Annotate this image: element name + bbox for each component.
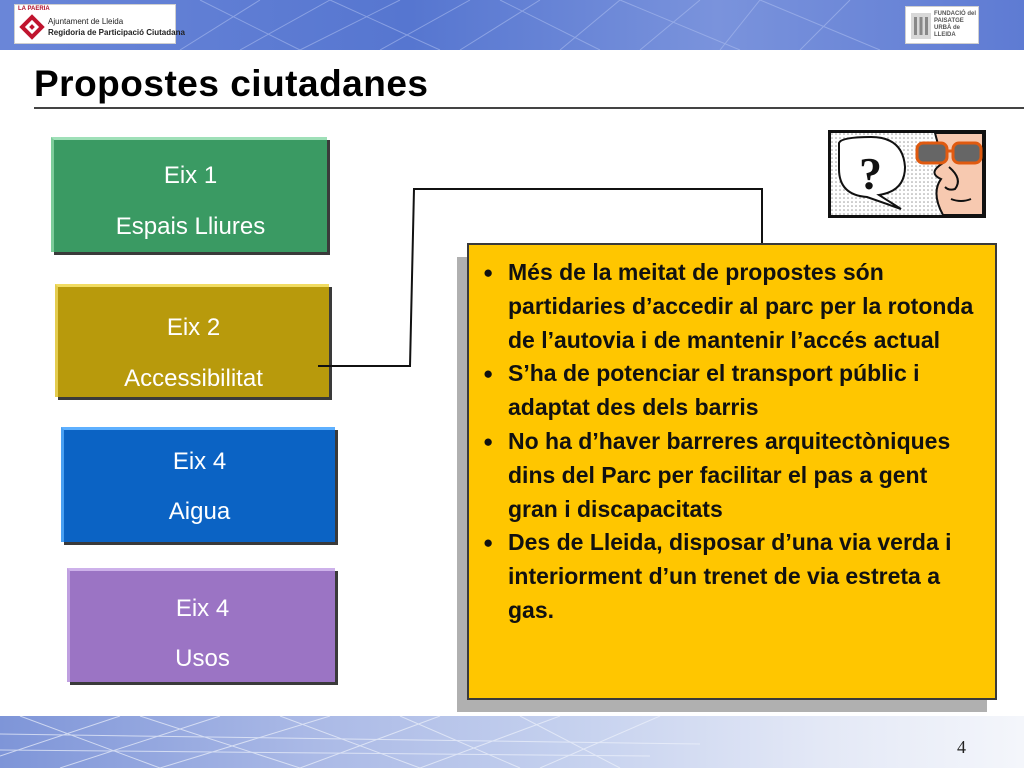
fundacio-line: FUNDACIÓ del bbox=[934, 11, 976, 17]
axis-number: Eix 1 bbox=[163, 162, 218, 189]
axis-name: Accessibilitat bbox=[124, 365, 263, 392]
list-item-text: S’ha de potenciar el transport públic i adaptat des dels barris bbox=[508, 360, 920, 421]
bullet-icon: ● bbox=[483, 263, 494, 282]
list-item bbox=[483, 357, 981, 425]
list-item-text: No ha d’haver barreres arquitectòniques dins del Parc per facilitar el pas a gent gran i discapacitats bbox=[508, 427, 951, 522]
list-item bbox=[483, 256, 981, 357]
proposal-list bbox=[483, 256, 981, 628]
page-number: 4 bbox=[957, 737, 966, 757]
cartoon-drawing bbox=[831, 133, 983, 215]
footer-pattern bbox=[0, 716, 1024, 768]
question-mark: ? bbox=[859, 148, 882, 199]
list-item-text: Més de la meitat de propostes són partidaries d’accedir al parc per la rotonda de l’autovia i de mantenir l’accés actual bbox=[508, 259, 974, 353]
fundacio-line: URBÀ de bbox=[934, 25, 961, 31]
axis-name: Usos bbox=[175, 645, 230, 672]
bullet-icon: ● bbox=[483, 364, 494, 384]
axis-name: Aigua bbox=[168, 498, 231, 525]
axis-number: Eix 2 bbox=[166, 314, 221, 341]
bullet-icon: ● bbox=[483, 431, 494, 451]
fundacio-line: PAISATGE bbox=[934, 18, 964, 24]
logo-tag: LA PAERIA bbox=[18, 6, 50, 12]
question-face-icon bbox=[828, 130, 986, 218]
logo-line-2: Regidoria de Participació Ciutadana bbox=[48, 28, 185, 37]
callout-panel bbox=[467, 243, 997, 700]
list-item bbox=[483, 425, 981, 526]
list-item bbox=[483, 526, 981, 627]
bullet-icon: ● bbox=[483, 533, 494, 553]
axis-number: Eix 4 bbox=[175, 595, 230, 622]
axis-number: Eix 4 bbox=[172, 448, 227, 475]
logo-line-1: Ajuntament de Lleida bbox=[48, 17, 124, 26]
slide-title: Propostes ciutadanes bbox=[34, 63, 429, 104]
list-item-text: Des de Lleida, disposar d’una via verda i interiorment d’un trenet de via estreta a gas. bbox=[508, 529, 952, 623]
axis-name: Espais Lliures bbox=[115, 213, 266, 240]
footer-banner bbox=[0, 716, 1024, 768]
fundacio-line: LLEIDA bbox=[934, 32, 956, 38]
